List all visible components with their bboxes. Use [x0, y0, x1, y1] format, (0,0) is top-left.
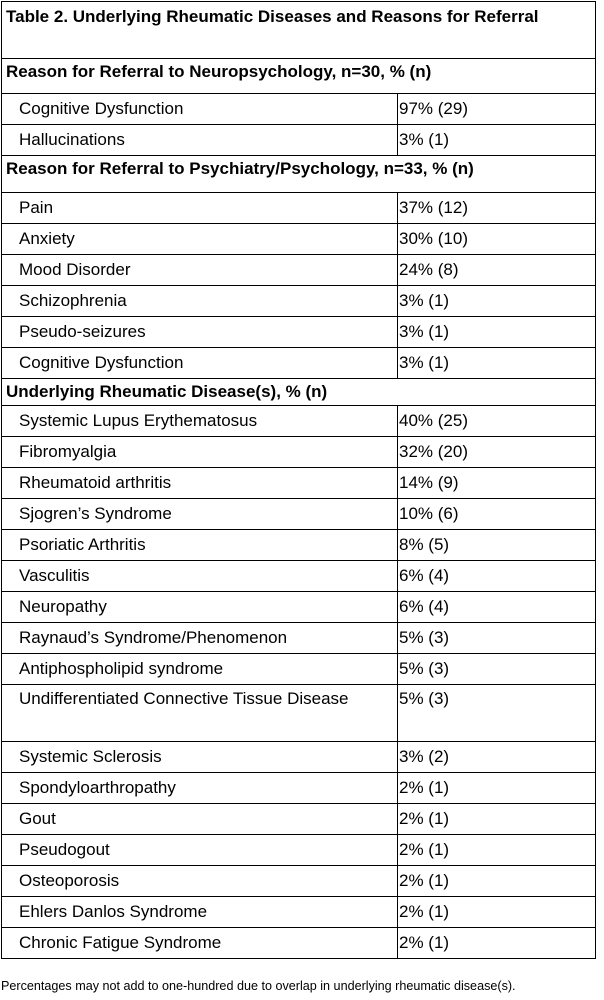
table-row — [2, 773, 596, 804]
row-value: 32% (20) — [398, 437, 596, 468]
table-row — [2, 685, 596, 742]
row-label: Rheumatoid arthritis — [2, 468, 398, 499]
table-row — [2, 437, 596, 468]
table-row — [2, 125, 596, 156]
row-label: Raynaud’s Syndrome/Phenomenon — [2, 623, 398, 654]
table-row — [2, 317, 596, 348]
table-row — [2, 623, 596, 654]
row-label: Undifferentiated Connective Tissue Disease — [2, 685, 398, 742]
row-value: 3% (1) — [398, 348, 596, 379]
row-value: 10% (6) — [398, 499, 596, 530]
section-heading: Reason for Referral to Neuropsychology, n=30, % (n) — [2, 59, 596, 94]
row-label: Hallucinations — [2, 125, 398, 156]
row-label: Spondyloarthropathy — [2, 773, 398, 804]
table-row — [2, 866, 596, 897]
row-label: Psoriatic Arthritis — [2, 530, 398, 561]
row-label: Systemic Sclerosis — [2, 742, 398, 773]
row-label: Systemic Lupus Erythematosus — [2, 406, 398, 437]
table-row — [2, 406, 596, 437]
row-label: Vasculitis — [2, 561, 398, 592]
row-value: 37% (12) — [398, 193, 596, 224]
row-value: 2% (1) — [398, 866, 596, 897]
table-row — [2, 654, 596, 685]
row-label: Schizophrenia — [2, 286, 398, 317]
row-label: Cognitive Dysfunction — [2, 348, 398, 379]
row-value: 3% (1) — [398, 286, 596, 317]
section-header-row — [2, 156, 596, 193]
row-value: 97% (29) — [398, 94, 596, 125]
table-body — [2, 2, 596, 959]
row-label: Chronic Fatigue Syndrome — [2, 928, 398, 959]
table-row — [2, 468, 596, 499]
row-value: 8% (5) — [398, 530, 596, 561]
table-row — [2, 897, 596, 928]
row-value: 5% (3) — [398, 654, 596, 685]
table-row — [2, 742, 596, 773]
row-label: Pain — [2, 193, 398, 224]
table-row — [2, 193, 596, 224]
row-value: 2% (1) — [398, 804, 596, 835]
row-value: 3% (1) — [398, 125, 596, 156]
row-label: Pseudo-seizures — [2, 317, 398, 348]
row-label: Gout — [2, 804, 398, 835]
row-label: Antiphospholipid syndrome — [2, 654, 398, 685]
table-title: Table 2. Underlying Rheumatic Diseases and Reasons for Referral — [2, 2, 596, 59]
row-label: Ehlers Danlos Syndrome — [2, 897, 398, 928]
table-footnote: Percentages may not add to one-hundred due to overlap in underlying rheumatic disease(s). — [1, 979, 516, 993]
row-value: 24% (8) — [398, 255, 596, 286]
row-value: 40% (25) — [398, 406, 596, 437]
table-row — [2, 592, 596, 623]
title-row — [2, 2, 596, 59]
table-row — [2, 224, 596, 255]
row-label: Cognitive Dysfunction — [2, 94, 398, 125]
row-label: Osteoporosis — [2, 866, 398, 897]
row-value: 5% (3) — [398, 685, 596, 742]
row-value: 6% (4) — [398, 592, 596, 623]
row-label: Neuropathy — [2, 592, 398, 623]
row-label: Mood Disorder — [2, 255, 398, 286]
section-header-row — [2, 59, 596, 94]
row-value: 30% (10) — [398, 224, 596, 255]
table-row — [2, 348, 596, 379]
table-row — [2, 499, 596, 530]
row-value: 2% (1) — [398, 928, 596, 959]
table-row — [2, 804, 596, 835]
row-label: Sjogren’s Syndrome — [2, 499, 398, 530]
table-row — [2, 928, 596, 959]
row-value: 6% (4) — [398, 561, 596, 592]
section-heading: Reason for Referral to Psychiatry/Psychology, n=33, % (n) — [2, 156, 596, 193]
row-value: 3% (1) — [398, 317, 596, 348]
table-row — [2, 530, 596, 561]
row-value: 5% (3) — [398, 623, 596, 654]
row-value: 2% (1) — [398, 835, 596, 866]
table-row — [2, 94, 596, 125]
row-label: Pseudogout — [2, 835, 398, 866]
table-row — [2, 286, 596, 317]
row-label: Anxiety — [2, 224, 398, 255]
row-label: Fibromyalgia — [2, 437, 398, 468]
table-row — [2, 255, 596, 286]
row-value: 2% (1) — [398, 897, 596, 928]
referral-table — [1, 1, 596, 959]
section-heading: Underlying Rheumatic Disease(s), % (n) — [2, 379, 596, 406]
row-value: 2% (1) — [398, 773, 596, 804]
row-value: 14% (9) — [398, 468, 596, 499]
table-row — [2, 835, 596, 866]
table-row — [2, 561, 596, 592]
section-header-row — [2, 379, 596, 406]
row-value: 3% (2) — [398, 742, 596, 773]
